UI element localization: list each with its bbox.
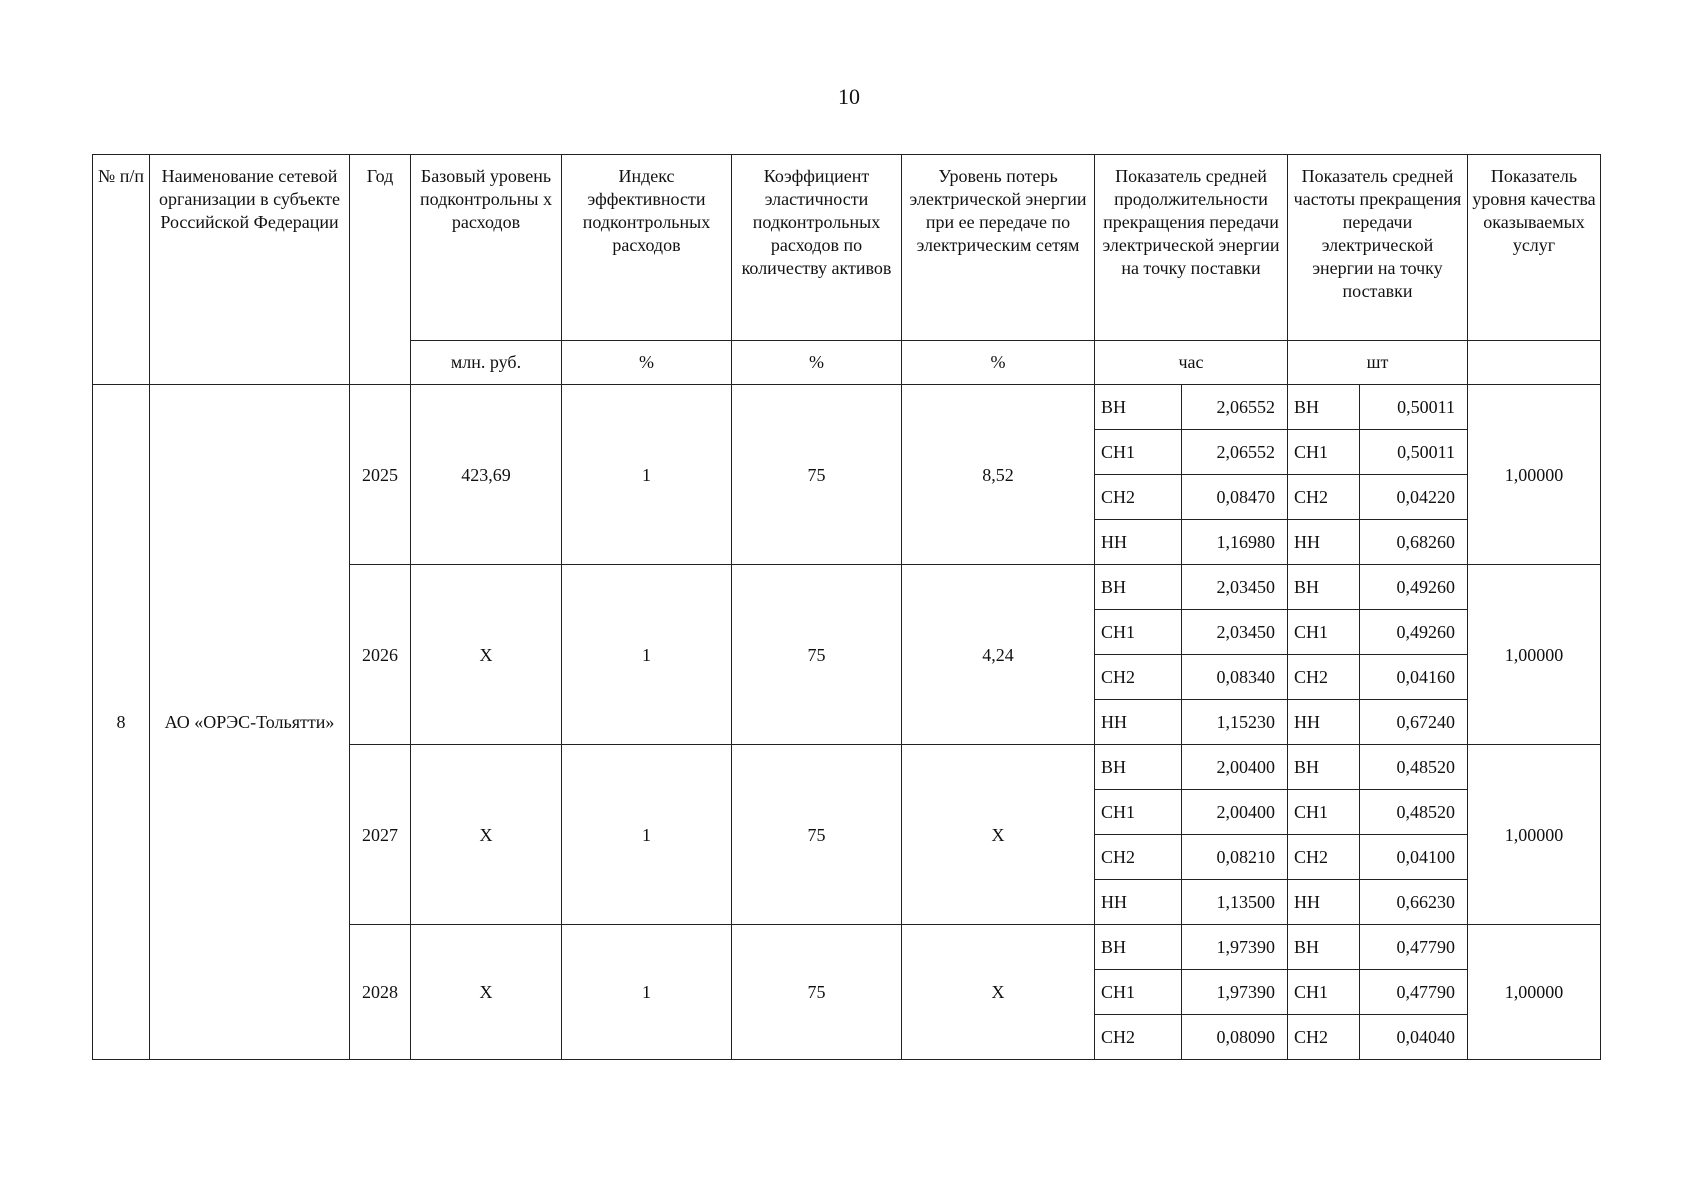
frequency-level-label: НН (1288, 700, 1360, 745)
losses-cell: 8,52 (902, 385, 1095, 565)
duration-value: 0,08090 (1182, 1015, 1288, 1060)
losses-cell: X (902, 925, 1095, 1060)
frequency-value: 0,66230 (1360, 880, 1468, 925)
duration-value: 1,15230 (1182, 700, 1288, 745)
unit-quality (1468, 341, 1601, 385)
frequency-value: 0,47790 (1360, 925, 1468, 970)
year-cell: 2026 (350, 565, 411, 745)
frequency-level-label: ВН (1288, 745, 1360, 790)
quality-cell: 1,00000 (1468, 565, 1601, 745)
duration-level-label: СН1 (1095, 790, 1182, 835)
header-row (93, 155, 1601, 341)
duration-value: 2,00400 (1182, 790, 1288, 835)
year-cell: 2028 (350, 925, 411, 1060)
duration-level-label: ВН (1095, 565, 1182, 610)
elasticity-cell: 75 (732, 745, 902, 925)
frequency-level-label: ВН (1288, 565, 1360, 610)
header-quality: Показатель уровня качества оказываемых услуг (1468, 155, 1601, 341)
efficiency-index-cell: 1 (562, 745, 732, 925)
frequency-level-label: ВН (1288, 385, 1360, 430)
duration-level-label: СН1 (1095, 430, 1182, 475)
frequency-value: 0,04100 (1360, 835, 1468, 880)
duration-value: 2,00400 (1182, 745, 1288, 790)
frequency-value: 0,04040 (1360, 1015, 1468, 1060)
frequency-level-label: ВН (1288, 925, 1360, 970)
duration-level-label: ВН (1095, 385, 1182, 430)
year-cell: 2027 (350, 745, 411, 925)
frequency-level-label: НН (1288, 520, 1360, 565)
efficiency-index-cell: 1 (562, 925, 732, 1060)
duration-value: 2,03450 (1182, 565, 1288, 610)
frequency-level-label: СН2 (1288, 475, 1360, 520)
frequency-level-label: НН (1288, 880, 1360, 925)
duration-value: 1,16980 (1182, 520, 1288, 565)
duration-level-label: СН2 (1095, 655, 1182, 700)
tariff-indicators-table (92, 154, 1601, 1060)
frequency-value: 0,48520 (1360, 745, 1468, 790)
duration-value: 0,08210 (1182, 835, 1288, 880)
row-number: 8 (93, 385, 150, 1060)
header-losses: Уровень потерь электрической энергии при ее передаче по электрическим сетям (902, 155, 1095, 341)
header-num: № п/п (93, 155, 150, 385)
frequency-value: 0,68260 (1360, 520, 1468, 565)
org-name: АО «ОРЭС-Тольятти» (150, 385, 350, 1060)
frequency-value: 0,48520 (1360, 790, 1468, 835)
losses-cell: 4,24 (902, 565, 1095, 745)
page-number: 10 (838, 84, 860, 109)
quality-cell: 1,00000 (1468, 385, 1601, 565)
frequency-level-label: СН2 (1288, 835, 1360, 880)
duration-value: 2,03450 (1182, 610, 1288, 655)
table-row (93, 385, 1601, 430)
quality-cell: 1,00000 (1468, 925, 1601, 1060)
elasticity-cell: 75 (732, 925, 902, 1060)
year-cell: 2025 (350, 385, 411, 565)
duration-level-label: СН2 (1095, 1015, 1182, 1060)
duration-level-label: НН (1095, 700, 1182, 745)
efficiency-index-cell: 1 (562, 385, 732, 565)
unit-avg-duration: час (1095, 341, 1288, 385)
unit-elasticity: % (732, 341, 902, 385)
base-costs-cell: X (411, 565, 562, 745)
header-elasticity: Коэффициент эластичности подконтрольных расходов по количеству активов (732, 155, 902, 341)
frequency-value: 0,49260 (1360, 610, 1468, 655)
frequency-level-label: СН1 (1288, 610, 1360, 655)
duration-value: 0,08470 (1182, 475, 1288, 520)
duration-level-label: СН1 (1095, 610, 1182, 655)
elasticity-cell: 75 (732, 565, 902, 745)
frequency-value: 0,49260 (1360, 565, 1468, 610)
header-base-costs: Базовый уровень подконтрольны х расходов (411, 155, 562, 341)
duration-value: 2,06552 (1182, 430, 1288, 475)
losses-cell: X (902, 745, 1095, 925)
duration-level-label: НН (1095, 520, 1182, 565)
duration-value: 1,97390 (1182, 925, 1288, 970)
frequency-value: 0,67240 (1360, 700, 1468, 745)
unit-base-costs: млн. руб. (411, 341, 562, 385)
unit-avg-frequency: шт (1288, 341, 1468, 385)
frequency-value: 0,50011 (1360, 385, 1468, 430)
header-avg-duration: Показатель средней продолжительности прекращения передачи электрической энергии на точку поставки (1095, 155, 1288, 341)
base-costs-cell: 423,69 (411, 385, 562, 565)
duration-value: 1,97390 (1182, 970, 1288, 1015)
frequency-level-label: СН1 (1288, 970, 1360, 1015)
duration-level-label: ВН (1095, 745, 1182, 790)
elasticity-cell: 75 (732, 385, 902, 565)
frequency-level-label: СН2 (1288, 655, 1360, 700)
frequency-level-label: СН1 (1288, 430, 1360, 475)
quality-cell: 1,00000 (1468, 745, 1601, 925)
header-avg-frequency: Показатель средней частоты прекращения передачи электрической энергии на точку поставки (1288, 155, 1468, 341)
base-costs-cell: X (411, 925, 562, 1060)
duration-level-label: СН2 (1095, 835, 1182, 880)
duration-value: 0,08340 (1182, 655, 1288, 700)
frequency-value: 0,47790 (1360, 970, 1468, 1015)
frequency-level-label: СН1 (1288, 790, 1360, 835)
header-org-name: Наименование сетевой организации в субъекте Российской Федерации (150, 155, 350, 385)
duration-level-label: СН1 (1095, 970, 1182, 1015)
duration-value: 2,06552 (1182, 385, 1288, 430)
unit-efficiency-index: % (562, 341, 732, 385)
duration-level-label: НН (1095, 880, 1182, 925)
duration-level-label: СН2 (1095, 475, 1182, 520)
efficiency-index-cell: 1 (562, 565, 732, 745)
duration-value: 1,13500 (1182, 880, 1288, 925)
base-costs-cell: X (411, 745, 562, 925)
frequency-level-label: СН2 (1288, 1015, 1360, 1060)
duration-level-label: ВН (1095, 925, 1182, 970)
frequency-value: 0,04220 (1360, 475, 1468, 520)
frequency-value: 0,04160 (1360, 655, 1468, 700)
header-year: Год (350, 155, 411, 385)
frequency-value: 0,50011 (1360, 430, 1468, 475)
header-efficiency-index: Индекс эффективности подконтрольных расходов (562, 155, 732, 341)
unit-losses: % (902, 341, 1095, 385)
